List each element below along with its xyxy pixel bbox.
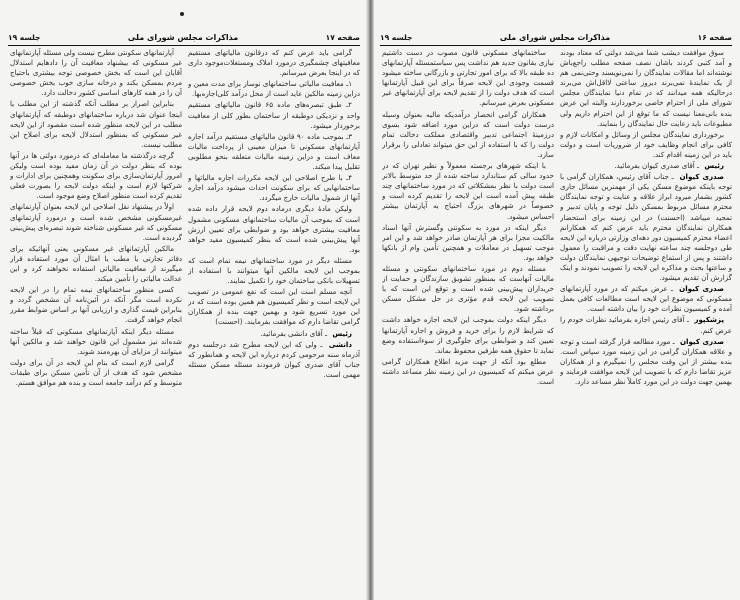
paragraph-text: کسی منظور ساختمانهای نیمه تمام را در این لایحه نکرده است مگر آنکه در آئین‌نامه آن مشخص گردد و بنابراین قیمت گذاری و ارزیابی آنها بر اساس ضوابط مقرر انجام خواهد گرفت. — [10, 285, 182, 325]
paragraph-text: مطلع بود آنکه از جهت مزید اطلاع همکاران گرامی عرض میکنم که کمیسیون در این زمینه نظر مساعد داشته است. — [382, 356, 554, 386]
paragraph-text: ولی که این لایحه مطرح شد درجلسه دوم آذرماه سنه مرحومی کردم درباره این لایحه و همانطور که جناب آقای صدری کیوان فرمودند مسئله مسکن مسئله مهمی است. — [188, 339, 360, 379]
paragraph — [10, 358, 182, 388]
paragraph-text: آقای دانشی بفرمائید. — [260, 328, 323, 338]
paragraph-text: گرامی لازم است که بنام این لایحه در آن برای دولت مشخص شود که هدف از آن تأمین مسکن برای طبقات متوسط و کم درآمد جامعه است و بنده هم موافق هستم. — [10, 357, 182, 387]
paragraph — [188, 287, 360, 327]
paragraph — [188, 79, 360, 99]
text-column — [382, 48, 554, 596]
page-left — [0, 0, 368, 600]
page-number: صفحه ۱۶ — [697, 33, 732, 42]
paragraph-text: گرامی باید عرض کنم که درقانون مالیاتهای مستقیم معافیتهای چشمگیری درمورد املاک ومستغلات‌موجود داری که در اینجا بعرض میرسانم. — [188, 48, 360, 78]
paragraph-text: ۱ـ معافیت مالیاتی ساختمانهای نوساز برای مدت معین و دراین زمینه مالکین عاید است از محل درآمد کلی‌اجاره‌بها. — [188, 79, 360, 99]
paragraph — [188, 204, 360, 254]
paragraph-text: ساختمانهای مسکونی قانون مصوب در دست داشتیم نیازی بقانون جدید هم نداشت پس سیاستمسئله آپارتمانهای ده طبقه بالا که برای امور تجارتی و بازرگانی ساخته میشود قسمت وجودی این لایحه صرفاً برای این قبیل آپارتمانها است که هدف دولت را از تقدیم لایحه برای آپارتمانهای غیر مسکونی بعرض میرسانم. — [382, 48, 554, 108]
paragraph — [382, 110, 554, 160]
paragraph-text: ولیکن مادهٔ دیگری درماده دوم لایحه قرار داده شده است که بموجب آن مالیات ساختمانهای مسکونی مشمول معافیت بیشتری خواهد بود و ضوابطی برای تعیین ارزش آنها پیش‌بینی شده است که بنظر کمیسیون مفید خواهد بود. — [188, 204, 360, 254]
text-column — [188, 48, 360, 596]
paragraph-text: آنچه مسلم است این است که نفع عمومی در تصویب این لایحه است و نظر کمیسیون هم همین بوده است که در این مورد تسریع شود و بهمین جهت بنده از همکاران گرامی تقاضا دارم که موافقت بفرمایند. (احسنت) — [188, 287, 360, 327]
paragraph — [10, 99, 182, 149]
session-number: جلسه ۱۹ — [8, 33, 41, 42]
paragraph-text: مسئله دیگر اینکه آپارتمانهای مسکونی که قبلاً ساخته شده‌اند نیز مشمول این قانون خواهند شد و مالکین آنها میتوانند از مزایای آن بهره‌مند شوند. — [10, 326, 182, 356]
paragraph-text: اولاً در پیشنهاد نقل اصلاحی این لایحه بعنوان آپارتمانهای غیرمسکونی مشخص شده است و درمورد آپارتمانهای مسکونی که غیر مسکونی شناخته شوند تبصره‌ای پیش‌بینی گردیده است. — [10, 202, 182, 242]
speaker-name: پزشکپور — [694, 315, 724, 325]
text-column — [10, 48, 182, 596]
speaker-name: رئیس — [704, 161, 724, 171]
page-header — [380, 28, 732, 46]
paragraph-text: آقای رئیس اجازه بفرمائید نظرات خودم را عرض کنم. — [560, 315, 732, 335]
paragraph-text: بنابراین اصرار بر مطلب آنکه گذشته از این مطلب یا اینجا عنوان شد درباره ساختمانهای دوطبقه که آپارتمانهای مطلب در این لایحه منظور شده است مقصود از این لایحه غیر مسکونی که بمنظور استدلال لایحه برای اصلاح این مطلب نیست. — [10, 99, 182, 149]
paragraph — [10, 48, 182, 98]
paragraph-text: عرض میکنم که در مورد آپارتمانهای مسکونی که موضوع این لایحه است مطالعات کافی بعمل آمده و کمیسیون نظرات خود را بیان داشته است. — [560, 284, 732, 314]
book-gutter — [366, 0, 374, 600]
paragraph: صدری کیوان ـ جناب آقای رئیس، همکاران گرامی با توجه باینکه موضوع مسکن یکی از مهمترین مسائل جاری کشور بشمار میرود ابراز علاقه و عنایت و توجه نمایندگان محترم مسائل مربوط بمسکن دلیل توجه و پایان تدبیر و تمجید میباشد (احسنت) در این زمینه برای استحضار همکاران نمایندگان محترم باید عرض کنم که همکارانم اعضاء محترم کمیسیون دور دهه‌ای وزارتی درباره این لایحه طی دوجلسه چند ساعته نهایت دقت و مراقبت را معمول داشتند و پس از استماع توضیحات توجیهی نمایندگان دولت و ساعتها بحث و مذاکره این لایحه را تصویب نمودند و اینک گزارش آن تقدیم میشود. — [560, 172, 732, 283]
paragraph-text: گرچه درگذشته ما معامله‌ای که درمورد دولتی ها در آنها بوده که بنظر دولت در آن زمان مفید بوده است ولیکن امروز آپارتمان‌سازی برای سکونت وهمچنین برای ادارات و شرکتها لازم است و اینکه دولت لایحه را بصورت فعلی تقدیم کرده است منظور اصلاح وضع موجود است. — [10, 150, 182, 201]
paragraph-text: آقای صدری کیوان بفرمائید. — [614, 161, 695, 171]
running-title: مذاکرات مجلس شورای ملی — [499, 33, 611, 42]
paragraph-text: مسئله دوم در مورد ساختمانهای سکونتی و مسئله مالیات آنهاست که بمنظور تشویق سازندگان و حمایت از خریداران پیش‌بینی شده است و توقع این است که با تصویب این لایحه قدم مؤثری در حل مشکل مسکن برداشته شود. — [382, 263, 554, 314]
paragraph — [382, 315, 554, 355]
speaker-name: صدری کیوان — [680, 336, 724, 346]
paragraph-text: مالکین آپارتمانهای غیر مسکونی یعنی آنهائیکه برای دفاتر تجارتی یا مطب یا امثال آن مورد استفاده قرار میگیرند از معافیت مالیاتی استفاده نخواهند کرد و این عدالت مالیاتی را تأمین میکند. — [10, 243, 182, 284]
paragraph-text: ۲ـ طبق تبصره‌های ماده ۶۵ قانون مالیاتهای مستقیم واحد و نزدیکی دوطبقه از ساختمان بطور کلی از معافیت برخوردار میشود. — [188, 100, 360, 130]
paragraph — [10, 244, 182, 284]
paragraph-text: جناب آقای رئیس، همکاران گرامی با توجه باینکه موضوع مسکن یکی از مهمترین مسائل جاری کشور بشمار میرود ابراز علاقه و عنایت و توجه نمایندگان محترم مسائل مربوط بمسکن دلیل توجه و پایان تدبیر و تمجید میباشد (احسنت) در این زمینه برای استحضار همکاران نمایندگان محترم باید عرض کنم که همکارانم اعضاء محترم کمیسیون دور دهه‌ای وزارتی درباره این لایحه طی دوجلسه چند ساعته نهایت دقت و مراقبت را معمول داشتند و پس از استماع توضیحات توجیهی نمایندگان دولت و ساعتها بحث و مذاکره این لایحه را تصویب نمودند و اینک گزارش آن تقدیم میشود. — [560, 172, 732, 283]
speaker-name: رئیس — [332, 328, 352, 338]
paragraph-text: با اینکه شهرهای برجسته معمولاً و نظیر تهران که در حدود سالی کم ستاندارد ساخته شده از حد متوسط بالاتر است دولت با نظر بمشکلاتی که در مورد ساختمانهای چند طبقه پیش آمده است این لایحه را تقدیم کرده است و خصوصاً در شهرهای بزرگ احتیاج به آپارتمان بیشتر احساس میشود. — [382, 161, 554, 221]
paragraph: پزشکپور ـ آقای رئیس اجازه بفرمائید نظرات خودم را عرض کنم. — [560, 315, 732, 335]
paragraph: صدری کیوان ـ مورد مطالعه قرار گرفته است و توجه و علاقه همکاران گرامی در این زمینه مورد سپاس است. بنده بیشتر از این وقت مجلس را نمیگیرم و از همکاران عزیز تقاضا دارم که با تصویب این لایحه موافقت فرمایند و بهمین جهت دولت در این مورد کاملاً نظر مساعد دارد. — [560, 336, 732, 386]
paragraph — [382, 223, 554, 263]
speaker-name: صدری کیوان — [679, 172, 724, 182]
page-number: صفحه ۱۷ — [325, 33, 360, 42]
speaker-name: صدری کیوان — [679, 284, 724, 294]
paragraph — [382, 161, 554, 222]
paragraph-text: برخورداری نمایندگان مجلس از وسائل و امکانات لازم و کافی برای انجام وظایف خود از ضروریات است و دولت باید در این زمینه اقدام کند. — [560, 129, 732, 159]
paragraph — [10, 285, 182, 325]
running-title: مذاکرات مجلس شورای ملی — [127, 33, 239, 42]
paragraph — [188, 256, 360, 286]
paragraph: صدری کیوان ـ عرض میکنم که در مورد آپارتمانهای مسکونی که موضوع این لایحه است مطالعات کافی بعمل آمده و کمیسیون نظرات خود را بیان داشته است. — [560, 284, 732, 314]
page-mark — [180, 12, 184, 16]
paragraph — [188, 132, 360, 172]
page-right — [372, 0, 740, 600]
paragraph-text: ۳ـ بموجب ماده ۹۰ قانون مالیاتهای مستقیم درآمد اجاره آپارتمانهای مسکونی تا میزان معینی از پرداخت مالیات معاف است و دراین زمینه مالیات متعلقه بنحو مطلوبی تقلیل پیدا میکند. — [188, 131, 360, 172]
paragraph — [188, 173, 360, 203]
paragraph-text: ۴ـ با طرح اصلاحی این لایحه مکررات اجاره مالیاتها و ساختمانهایی که برای سکونت احداث میشود درآمد اجاره آنها از شمول مالیات خارج میگردد. — [188, 173, 360, 203]
paragraph-text: دیگر اینکه دولت بموجب این لایحه اجازه خواهد داشت که شرایط لازم را برای خرید و فروش و اجاره آپارتمانها تعیین کند و ضوابطی برای جلوگیری از سوءاستفاده وضع نماید تا حقوق همه طرفین محفوظ بماند. — [382, 315, 554, 355]
paragraph — [10, 202, 182, 242]
speaker-name: دانشی — [328, 339, 352, 349]
paragraph-text: همکاران گرامی انحصار درآمدیکه مالیه بعنوان وسیله درست دولت است که دراین مورد اضافه شود بسوی درزمینهٔ اجتماعی تدبیر واقتصادی مملکت دخالت تمام دولت را که با استفاده از این حق میتواند تعادلی را برقرار سازد. — [382, 109, 554, 159]
paragraph — [560, 130, 732, 160]
paragraph — [382, 357, 554, 387]
text-column — [560, 48, 732, 596]
paragraph — [188, 48, 360, 78]
paragraph — [382, 48, 554, 109]
paragraph: رئیس ـ آقای دانشی بفرمائید. — [260, 328, 352, 338]
paragraph — [10, 151, 182, 201]
paragraph-text: مسئله دیگر در مورد ساختمانهای نیمه تمام است که بموجب این لایحه مالکین آنها میتوانند با استفاده از تسهیلات بانکی ساختمان خود را تکمیل نمایند. — [188, 255, 360, 286]
paragraph — [10, 327, 182, 357]
paragraph-text: مورد مطالعه قرار گرفته است و توجه و علاقه همکاران گرامی در این زمینه مورد سپاس است. بنده بیشتر از این وقت مجلس را نمیگیرم و از همکاران عزیز تقاضا دارم که با تصویب این لایحه موافقت فرمایند و بهمین جهت دولت در این مورد کاملاً نظر مساعد دارد. — [560, 336, 732, 386]
paragraph — [382, 264, 554, 314]
paragraph-text: آپارتمانهای سکونتی مطرح نیست ولی مسئله آپارتمانهای غیر مسکونی که بیشنهاد معافیت آن را دادهایم استدلال آقایان این است که بخش خصوصی توجه بیشتری باحتیاج مردم بمسکن بکند و درخانه سازی خوب بخش خصوصی آن را در همه کارهای اساسی کشور دخالت دارد. — [10, 48, 182, 98]
paragraph: رئیس ـ آقای صدری کیوان بفرمائید. — [614, 161, 724, 171]
paragraph-text: دیگر اینکه در مورد به سکونتی وگسترش آنها اسناد مالکیت مجزا برای هر آپارتمان صادر خواهد شد و این امر موجب تسهیل در معاملات و همچنین تأمین وام از بانکها خواهد بود. — [382, 222, 554, 262]
paragraph — [188, 100, 360, 130]
page-header — [8, 28, 360, 46]
paragraph — [560, 48, 732, 129]
paragraph-text: سوق موافقت دیشب شما می‌شد دولتی که معتاد بودند و آمد کتبی کردند باشان نصف صفحه مطلب راجع‌باش نوشته‌اند اما مقالات نمایندگان را نمی‌نویسند وحتی‌نمی هم از یک نمایندهٔ نمی‌برند دیروز ساعتی لااقل‌اش می‌برند درحالیکه همه میدانند که در تمام دنیا نمایندگان مجلس شورای ملی از احترام خاصی برخوردارند والبته این عرض بنده بانی‌معنا نیست که ما توقع از این احترام داریم ولی مطبوعات باید رعایت حال نمایندگان را بنمایند. — [560, 48, 732, 128]
session-number: جلسه ۱۹ — [380, 33, 413, 42]
paragraph: دانشی ـ ولی که این لایحه مطرح شد درجلسه دوم آذرماه سنه مرحومی کردم درباره این لایحه و همانطور که جناب آقای صدری کیوان فرمودند مسئله مسکن مسئله مهمی است. — [188, 339, 360, 379]
